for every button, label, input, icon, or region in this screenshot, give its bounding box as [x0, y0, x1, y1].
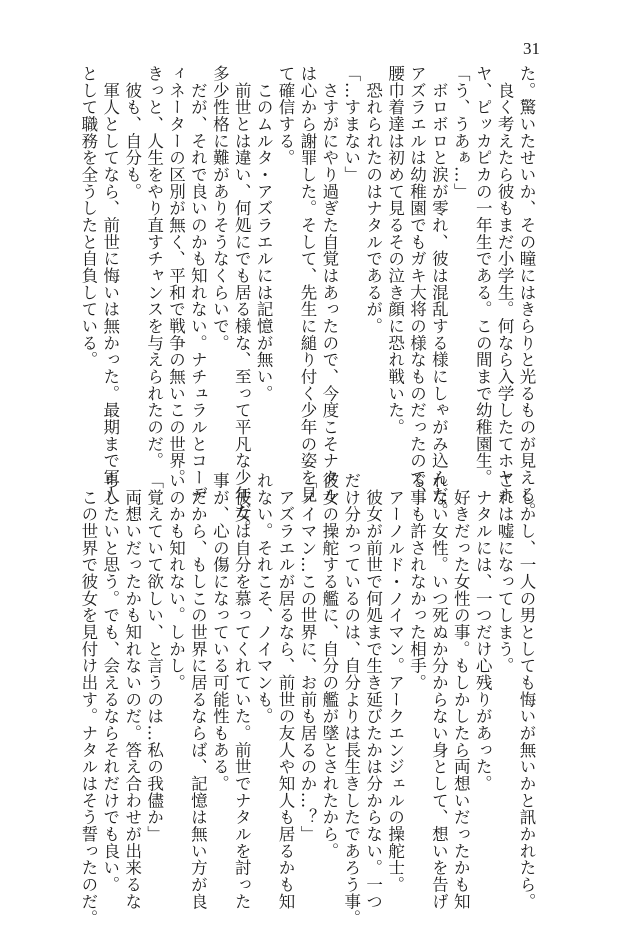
- text-line: アズラエルは幼稚園でもガキ大将の様なものだったので、: [407, 65, 427, 503]
- text-line: 多少性格に難がありそうなくらいで。: [210, 65, 230, 352]
- text-line: 彼女は自分を慕ってくれていた。前世でナタルを討った: [232, 472, 252, 910]
- text-line: れない。それこそ、ノイマンも。: [254, 472, 274, 725]
- text-line: だが、それで良いのかも知れない。ナチュラルとコーデ: [188, 65, 208, 503]
- text-line: 事が、心の傷になっている可能性もある。: [210, 472, 230, 792]
- text-line: ィネーターの区別が無く、平和で戦争の無いこの世界。: [166, 65, 186, 486]
- text-line: 彼も、自分も。: [122, 65, 142, 200]
- text-line: た。驚いたせいか、その瞳にはきらりと光るものが見える。: [517, 65, 536, 520]
- text-line: は心から謝罪した。そして、先生に縋り付く少年の姿を見: [297, 65, 317, 503]
- text-line: 彼女の操舵する艦に、自分の艦が墜とされたから。: [319, 472, 339, 860]
- text-line: このムルタ・アズラエルには記憶が無い。: [254, 65, 274, 402]
- text-line: 前世とは違い、何処にでも居る様な、至って平凡な少年だ。: [232, 65, 252, 537]
- text-line: これは嘘になってしまう。: [495, 472, 515, 674]
- page-number: 31: [523, 39, 540, 58]
- text-line: 好きだった女性の事。もしかしたら両想いだったかも知: [451, 472, 471, 910]
- text-line: だから、もしこの世界に居るならば、記憶は無い方が良: [188, 472, 208, 910]
- text-line: いのかも知れない。しかし。: [166, 472, 186, 691]
- text-line: 両想いだったかも知れないのだ。答え合わせが出来るな: [122, 472, 142, 910]
- text-line: ナタルには、一つだけ心残りがあった。: [473, 472, 493, 792]
- text-line: る事も許されなかった相手。: [407, 472, 427, 691]
- text-line: として職務を全うしたと自負している。: [78, 65, 98, 368]
- text-line: さすがにやり過ぎた自覚はあったので、今度こそナタル: [319, 65, 339, 503]
- text-line: アズラエルが居るなら、前世の友人や知人も居るかも知: [276, 472, 296, 910]
- text-line: 「ノイマン…この世界に、お前も居るのか…？」: [297, 472, 317, 843]
- text-line: 彼女が前世で何処まで生き延びたかは分からない。一つ: [363, 472, 383, 910]
- text-line: れない女性。いつ死ぬか分からない身として、想いを告げ: [429, 472, 449, 910]
- text-line: だけ分かっているのは、自分よりは長生きしたであろう事。: [341, 472, 361, 926]
- text-line: 恐れられたのはナタルであるが。: [363, 65, 383, 335]
- text-line: きっと、人生をやり直すチャンスを与えられたのだ。: [144, 65, 164, 469]
- text-line: ヤ、ピッカピカの一年生である。この間まで幼稚園生。: [473, 65, 493, 486]
- text-line: この世界で彼女を見付け出す。ナタルはそう誓ったのだ。: [78, 472, 98, 926]
- text-line: ボロボロと涙が零れ、彼は混乱する様にしゃがみ込んだ。: [429, 65, 449, 520]
- text-line: 「覚えていて欲しい、と言うのは…私の我儘か」: [144, 472, 164, 843]
- text-line: 「…すまない」: [341, 65, 361, 183]
- text-line: らしたいと思う。でも、会えるならそれだけでも良い。: [100, 472, 120, 893]
- text-line: アーノルド・ノイマン。アークエンジェルの操舵士。: [385, 472, 405, 893]
- text-line: 良く考えたら彼もまだ小学生。何なら入学したてホヤホ: [495, 65, 515, 503]
- bottom-text-block: [78, 472, 537, 926]
- top-text-block: [78, 65, 537, 537]
- text-line: 軍人としてなら、前世に悔いは無かった。最期まで軍人: [100, 65, 120, 503]
- text-line: て確信する。: [276, 65, 296, 166]
- text-line: 「う、うあぁ…」: [451, 65, 471, 200]
- text-line: 腰巾着達は初めて見るその泣き顔に恐れ戦いた。: [385, 65, 405, 436]
- text-line: しかし、一人の男としても悔いが無いかと訊かれたら。: [517, 472, 536, 910]
